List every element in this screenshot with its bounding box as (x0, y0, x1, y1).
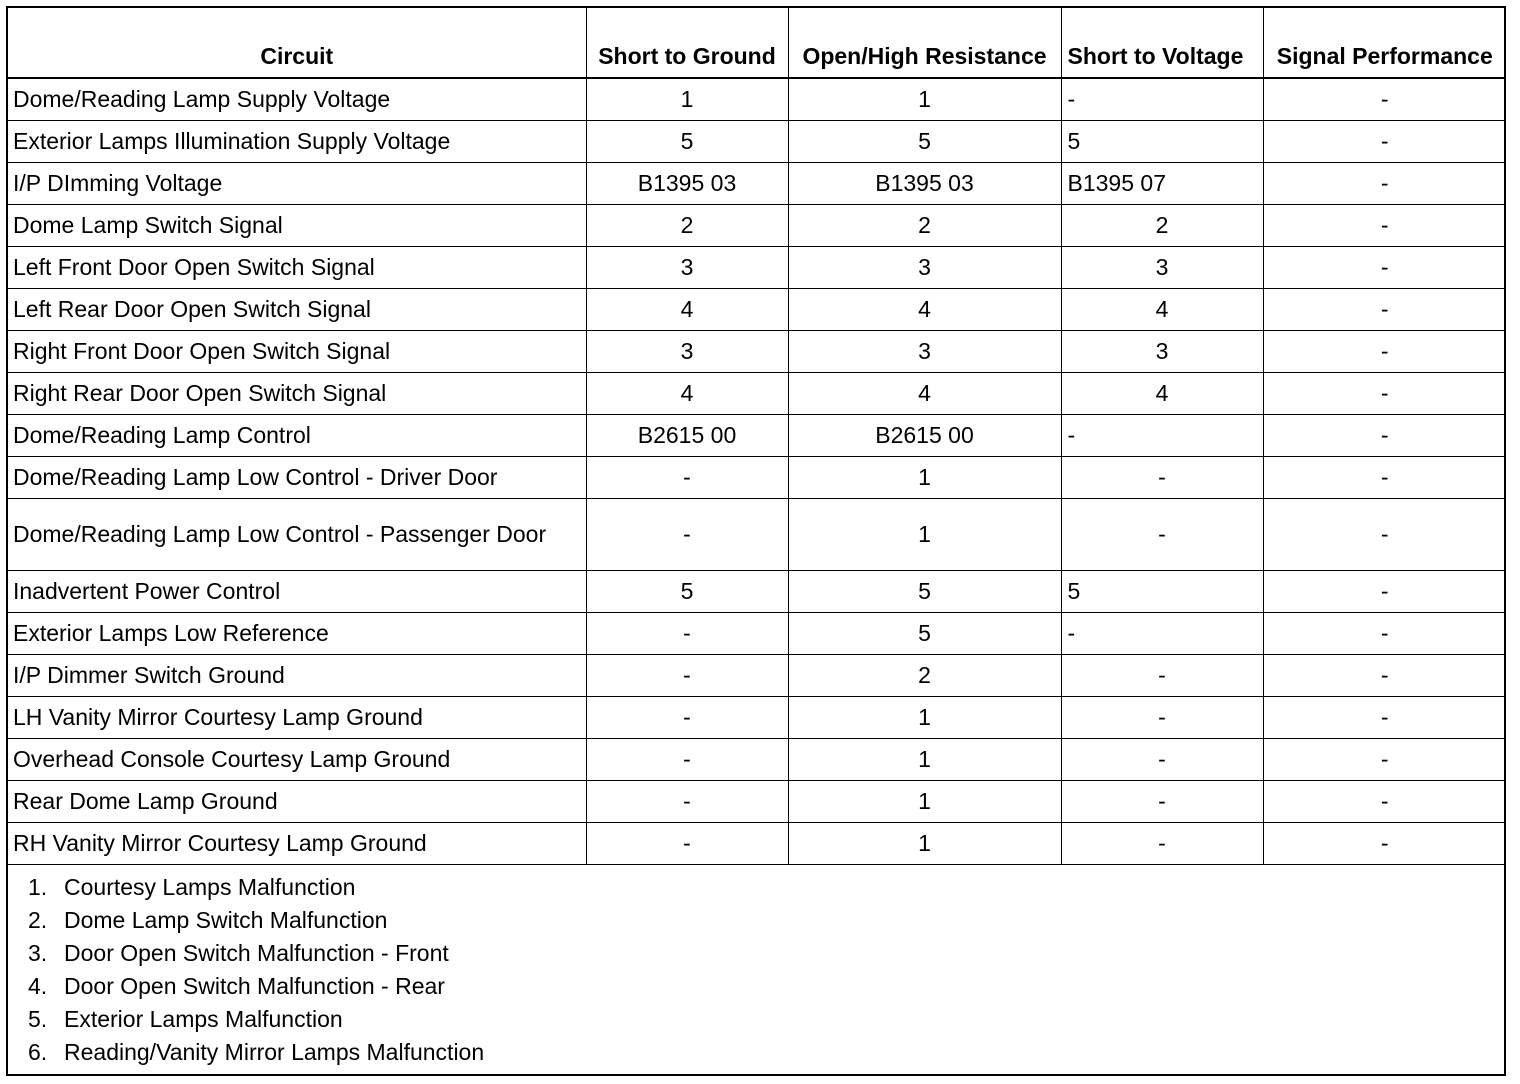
short-to-ground-cell: - (586, 456, 788, 498)
circuit-name-cell: Exterior Lamps Low Reference (8, 612, 586, 654)
signal-performance-cell: - (1263, 204, 1506, 246)
open-high-resistance-cell: 1 (788, 696, 1061, 738)
table-row (8, 456, 1506, 498)
table-row (8, 78, 1506, 120)
open-high-resistance-cell: 3 (788, 330, 1061, 372)
signal-performance-cell: - (1263, 696, 1506, 738)
footnote-text: Courtesy Lamps Malfunction (64, 873, 356, 900)
header-row (8, 8, 1506, 78)
short-to-voltage-cell: - (1061, 498, 1263, 570)
footnote-number: 2. (28, 906, 48, 933)
signal-performance-cell: - (1263, 780, 1506, 822)
table-row (8, 654, 1506, 696)
signal-performance-cell: - (1263, 414, 1506, 456)
circuit-name-cell: I/P Dimmer Switch Ground (8, 654, 586, 696)
table-row (8, 414, 1506, 456)
circuit-name-cell: LH Vanity Mirror Courtesy Lamp Ground (8, 696, 586, 738)
circuit-name-cell: Overhead Console Courtesy Lamp Ground (8, 738, 586, 780)
signal-performance-cell: - (1263, 612, 1506, 654)
circuit-name-cell: Dome/Reading Lamp Supply Voltage (8, 78, 586, 120)
short-to-voltage-cell: - (1061, 738, 1263, 780)
table-header (8, 8, 1506, 78)
table-row (8, 372, 1506, 414)
footnote-text: Exterior Lamps Malfunction (64, 1005, 343, 1032)
header-circuit: Circuit (8, 8, 586, 78)
table-body (8, 78, 1506, 864)
short-to-ground-cell: - (586, 696, 788, 738)
table-row (8, 162, 1506, 204)
table-row (8, 120, 1506, 162)
short-to-ground-cell: 4 (586, 372, 788, 414)
signal-performance-cell: - (1263, 330, 1506, 372)
short-to-voltage-cell: - (1061, 456, 1263, 498)
table-row (8, 570, 1506, 612)
footnote-number: 6. (28, 1038, 48, 1065)
short-to-voltage-cell: 5 (1061, 120, 1263, 162)
footnote-item (28, 871, 1504, 904)
table-row (8, 330, 1506, 372)
footnote-number: 5. (28, 1005, 48, 1032)
open-high-resistance-cell: 5 (788, 120, 1061, 162)
short-to-ground-cell: 4 (586, 288, 788, 330)
short-to-voltage-cell: 3 (1061, 246, 1263, 288)
short-to-ground-cell: - (586, 822, 788, 864)
short-to-voltage-cell: 4 (1061, 372, 1263, 414)
circuit-name-cell: Left Rear Door Open Switch Signal (8, 288, 586, 330)
circuit-name-cell: Right Rear Door Open Switch Signal (8, 372, 586, 414)
table-row (8, 246, 1506, 288)
short-to-ground-cell: 5 (586, 120, 788, 162)
circuit-name-cell: Left Front Door Open Switch Signal (8, 246, 586, 288)
header-open-high-resistance: Open/High Resistance (788, 8, 1061, 78)
table-row (8, 738, 1506, 780)
open-high-resistance-cell: B2615 00 (788, 414, 1061, 456)
signal-performance-cell: - (1263, 120, 1506, 162)
footnote-item (28, 1003, 1504, 1036)
table-row (8, 288, 1506, 330)
circuit-name-cell: Right Front Door Open Switch Signal (8, 330, 586, 372)
short-to-voltage-cell: 5 (1061, 570, 1263, 612)
open-high-resistance-cell: 1 (788, 738, 1061, 780)
footnote-item (28, 970, 1504, 1003)
footnote-item (28, 904, 1504, 937)
circuit-name-cell: Dome/Reading Lamp Control (8, 414, 586, 456)
table-row (8, 780, 1506, 822)
short-to-voltage-cell: B1395 07 (1061, 162, 1263, 204)
circuit-name-cell: Dome/Reading Lamp Low Control - Passenger Door (8, 498, 586, 570)
footnote-number: 3. (28, 939, 48, 966)
table-row (8, 204, 1506, 246)
short-to-ground-cell: B2615 00 (586, 414, 788, 456)
short-to-ground-cell: 2 (586, 204, 788, 246)
short-to-voltage-cell: 4 (1061, 288, 1263, 330)
footnote-item (28, 1036, 1504, 1069)
short-to-ground-cell: B1395 03 (586, 162, 788, 204)
footnote-text: Reading/Vanity Mirror Lamps Malfunction (64, 1038, 485, 1065)
open-high-resistance-cell: 2 (788, 204, 1061, 246)
circuit-name-cell: I/P DImming Voltage (8, 162, 586, 204)
header-short-to-ground: Short to Ground (586, 8, 788, 78)
footnote-number: 4. (28, 972, 48, 999)
table-row (8, 696, 1506, 738)
short-to-voltage-cell: - (1061, 696, 1263, 738)
open-high-resistance-cell: 1 (788, 78, 1061, 120)
short-to-voltage-cell: 3 (1061, 330, 1263, 372)
table-row (8, 612, 1506, 654)
open-high-resistance-cell: 1 (788, 456, 1061, 498)
short-to-ground-cell: - (586, 654, 788, 696)
signal-performance-cell: - (1263, 654, 1506, 696)
short-to-ground-cell: - (586, 738, 788, 780)
short-to-voltage-cell: - (1061, 654, 1263, 696)
circuit-name-cell: Exterior Lamps Illumination Supply Voltage (8, 120, 586, 162)
short-to-voltage-cell: 2 (1061, 204, 1263, 246)
open-high-resistance-cell: 1 (788, 498, 1061, 570)
circuit-name-cell: RH Vanity Mirror Courtesy Lamp Ground (8, 822, 586, 864)
signal-performance-cell: - (1263, 738, 1506, 780)
circuit-name-cell: Rear Dome Lamp Ground (8, 780, 586, 822)
open-high-resistance-cell: 4 (788, 288, 1061, 330)
footnote-text: Door Open Switch Malfunction - Rear (64, 972, 445, 999)
open-high-resistance-cell: 4 (788, 372, 1061, 414)
signal-performance-cell: - (1263, 456, 1506, 498)
circuit-name-cell: Dome Lamp Switch Signal (8, 204, 586, 246)
short-to-ground-cell: 5 (586, 570, 788, 612)
signal-performance-cell: - (1263, 246, 1506, 288)
open-high-resistance-cell: 5 (788, 570, 1061, 612)
open-high-resistance-cell: 5 (788, 612, 1061, 654)
circuit-fault-table (8, 8, 1506, 865)
signal-performance-cell: - (1263, 498, 1506, 570)
signal-performance-cell: - (1263, 78, 1506, 120)
open-high-resistance-cell: B1395 03 (788, 162, 1061, 204)
short-to-voltage-cell: - (1061, 822, 1263, 864)
short-to-ground-cell: 1 (586, 78, 788, 120)
circuit-name-cell: Dome/Reading Lamp Low Control - Driver Door (8, 456, 586, 498)
open-high-resistance-cell: 1 (788, 822, 1061, 864)
short-to-voltage-cell: - (1061, 78, 1263, 120)
signal-performance-cell: - (1263, 822, 1506, 864)
signal-performance-cell: - (1263, 162, 1506, 204)
circuit-name-cell: Inadvertent Power Control (8, 570, 586, 612)
footnote-item (28, 937, 1504, 970)
header-signal-performance: Signal Performance (1263, 8, 1506, 78)
signal-performance-cell: - (1263, 288, 1506, 330)
open-high-resistance-cell: 3 (788, 246, 1061, 288)
table-row (8, 498, 1506, 570)
open-high-resistance-cell: 1 (788, 780, 1061, 822)
short-to-voltage-cell: - (1061, 612, 1263, 654)
circuit-diagnostic-table-frame (6, 6, 1506, 1076)
short-to-voltage-cell: - (1061, 780, 1263, 822)
header-short-to-voltage: Short to Voltage (1061, 8, 1263, 78)
footnote-list (8, 865, 1504, 1069)
short-to-voltage-cell: - (1061, 414, 1263, 456)
short-to-ground-cell: - (586, 612, 788, 654)
short-to-ground-cell: 3 (586, 330, 788, 372)
table-row (8, 822, 1506, 864)
open-high-resistance-cell: 2 (788, 654, 1061, 696)
short-to-ground-cell: - (586, 498, 788, 570)
footnote-text: Door Open Switch Malfunction - Front (64, 939, 449, 966)
signal-performance-cell: - (1263, 372, 1506, 414)
footnote-number: 1. (28, 873, 48, 900)
short-to-ground-cell: - (586, 780, 788, 822)
footnote-text: Dome Lamp Switch Malfunction (64, 906, 388, 933)
signal-performance-cell: - (1263, 570, 1506, 612)
short-to-ground-cell: 3 (586, 246, 788, 288)
